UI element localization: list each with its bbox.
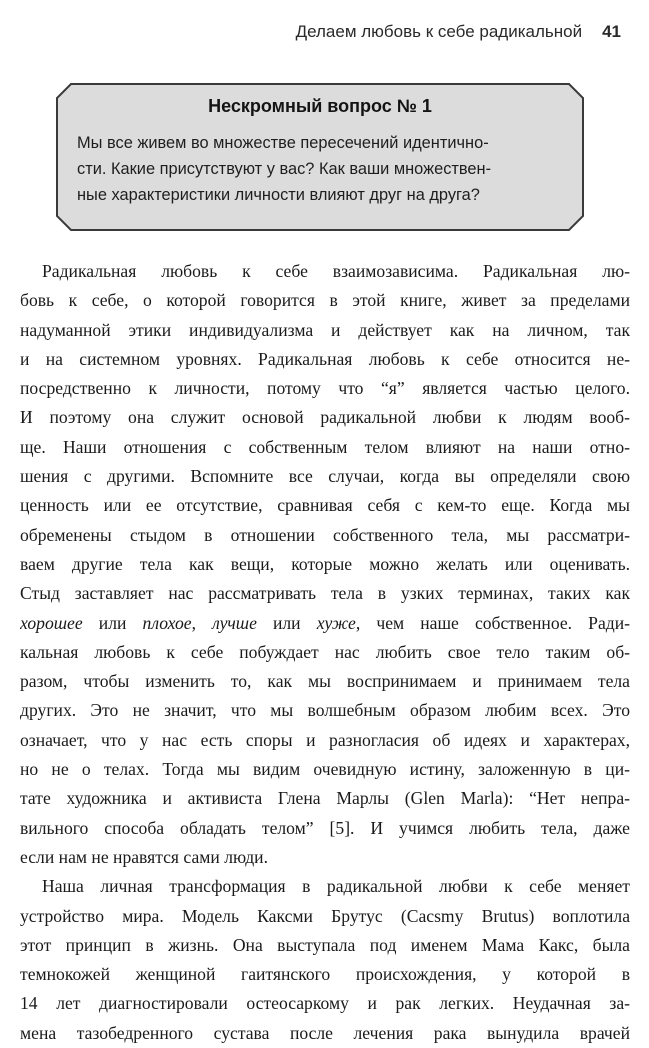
italic-word: хорошее [20,612,83,633]
text-line: этот принцип в жизнь. Она выступала под именем Мама Какс, была [20,934,630,955]
question-sidebar-box [55,82,585,232]
text-line: устройство мира. Модель Каксми Брутус (Cacsmy Brutus) воплотила [20,905,630,926]
text-line: посредственно к личности, потому что “я” является частью целого. [20,378,630,399]
text-line-with-italics [20,609,630,638]
text-line: разом, чтобы изменить то, как мы воспринимаем и принимаем тела [20,671,630,692]
text-line: если нам не нравятся сами люди. [20,846,268,867]
text-run: или [82,612,143,633]
italic-word: плохое [142,612,192,633]
text-line: вильного способа обладать телом” [5]. И учимся любить тела, даже [20,817,630,838]
text-line: 14 лет диагностировали остеосаркому и рак легких. Неудачная за- [20,993,630,1014]
text-line: тате художника и активиста Глена Марлы (Glen Marla): “Нет непра- [20,788,630,809]
running-header [28,22,621,42]
italic-word: лучше [212,612,257,633]
text-line: надуманной этики индивидуализма и действует как на личном, так [20,319,630,340]
sidebar-line: ные характеристики личности влияют друг на друга? [77,186,480,204]
text-run: или [256,612,317,633]
text-line: и на системном уровнях. Радикальная любовь к себе относится не- [20,348,630,369]
text-line: кальная любовь к себе побуждает нас любить свое тело таким об- [20,641,630,662]
page-number: 41 [602,22,621,41]
text-line: бовь к себе, о которой говорится в этой книге, живет за пределами [20,290,630,311]
text-line: ваем другие тела как вещи, которые можно желать или оценивать. [20,553,630,574]
text-line: означает, что у нас есть споры и разногласия об идеях и характерах, [20,729,630,750]
body-text [20,257,630,1048]
text-line: других. Это не значит, что мы волшебным образом любим всех. Это [20,700,630,721]
text-line: шения с другими. Вспомните все случаи, когда вы определяли свою [20,466,630,487]
text-line: И поэтому она служит основой радикальной любви к людям вооб- [20,407,630,428]
text-line: обременены стыдом в отношении собственного тела, мы рассматри- [20,524,630,545]
text-line: Радикальная любовь к себе взаимозависима. Радикальная лю- [42,261,630,281]
running-title: Делаем любовь к себе радикальной [295,22,583,41]
text-line: ще. Наши отношения с собственным телом влияют на наши отно- [20,436,630,457]
text-run: , [191,612,213,633]
text-line: мена тазобедренного сустава после лечения рака вынудила врачей [20,1022,630,1043]
text-line: Стыд заставляет нас рассматривать тела в узких терминах, таких как [20,583,630,604]
text-run: , чем наше собственное. Ради- [355,612,630,633]
paragraph-2 [20,872,630,1048]
sidebar-line: Мы все живем во множестве пересечений идентично- [77,134,489,152]
sidebar-line: сти. Какие присутствуют у вас? Как ваши множествен- [77,160,492,178]
sidebar-question-text [77,130,567,208]
text-line: но не о телах. Тогда мы видим очевидную истину, заложенную в ци- [20,759,630,780]
italic-word: хуже [316,612,356,633]
text-line: темнокожей женщиной гаитянского происхождения, у которой в [20,964,630,985]
text-line: ценность или ее отсутствие, сравнивая себя с кем-то еще. Когда мы [20,495,630,516]
text-line: Наша личная трансформация в радикальной любви к себе меняет [42,876,630,897]
sidebar-title: Нескромный вопрос № 1 [208,96,432,116]
paragraph-1 [20,257,630,872]
